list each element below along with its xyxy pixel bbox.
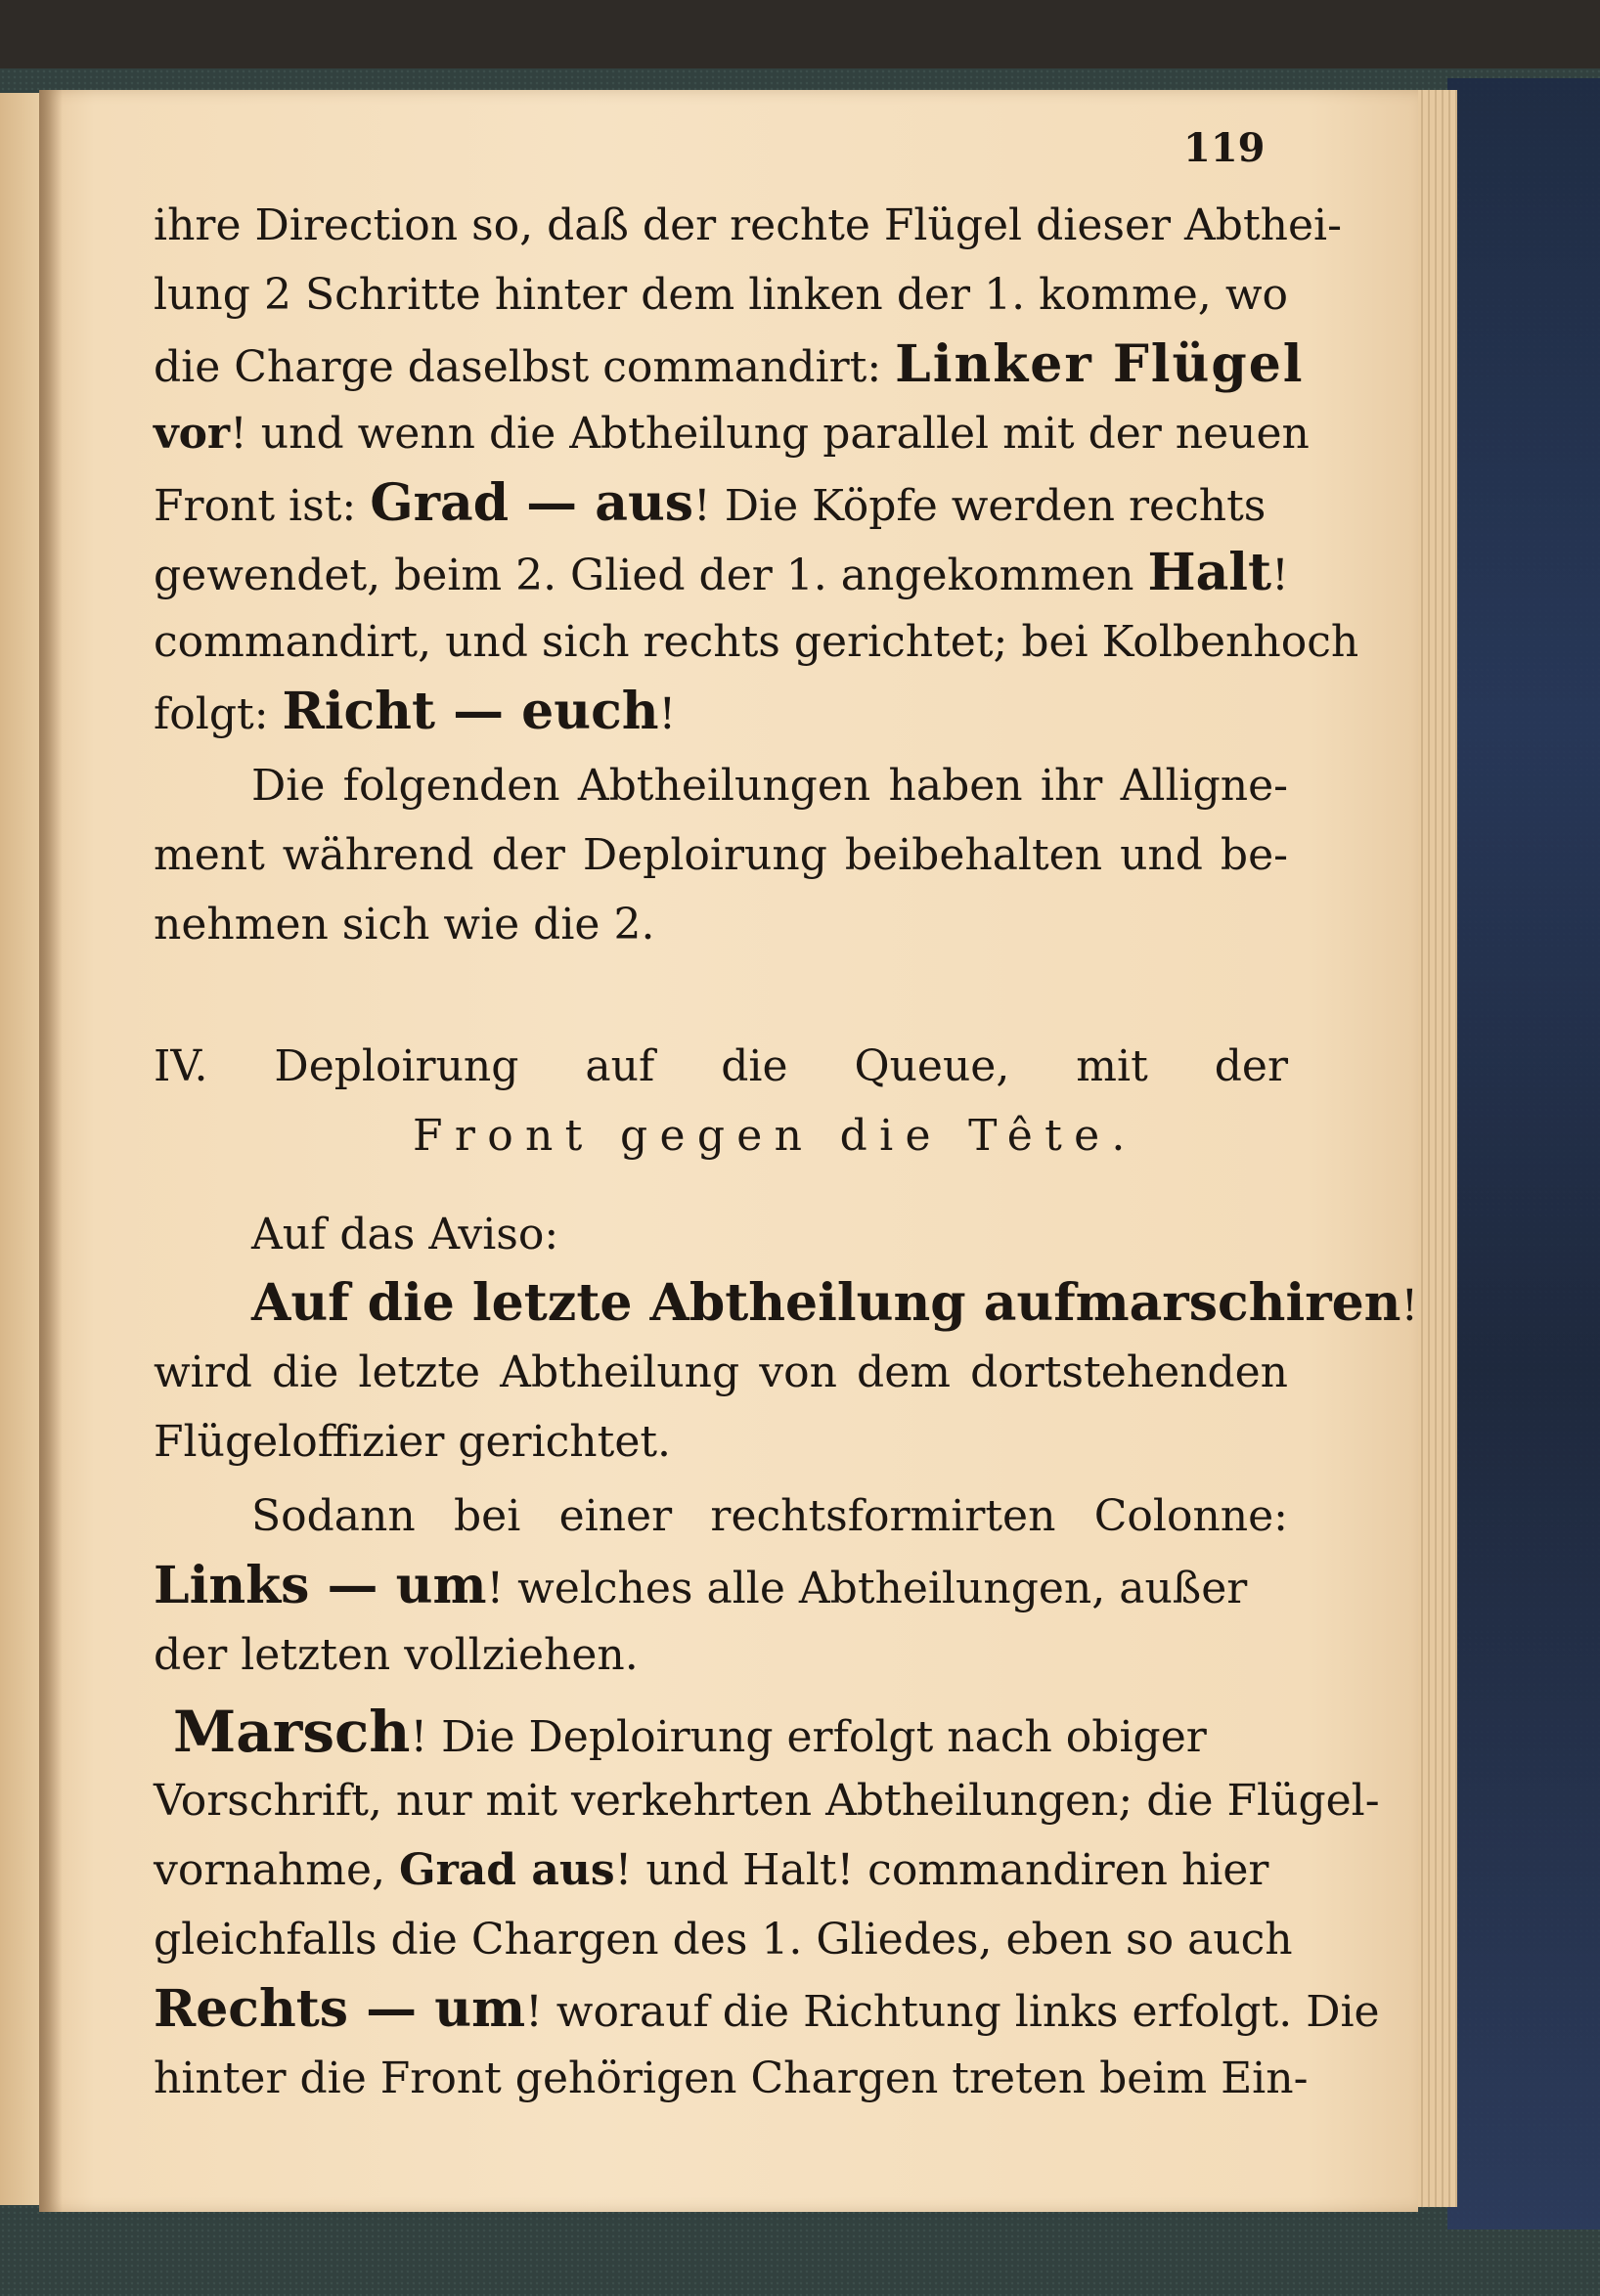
text-line-5-pre: Front ist: (154, 481, 371, 531)
text-line-5 (154, 473, 1288, 534)
text-line-aufmarschiren-post: ! (1400, 1281, 1419, 1331)
text-line-23-pre: vornahme, (154, 1845, 400, 1895)
text-line-8 (154, 682, 1288, 742)
text-line-21 (173, 1699, 1288, 1765)
text-line-6-post: ! (1271, 551, 1289, 600)
text-line-10: ment während der Deploirung beibehalten und be- (154, 830, 1288, 880)
page-gutter (39, 90, 63, 2212)
text-line-23-post: ! und Halt! commandiren hier (614, 1845, 1269, 1895)
text-line-17: Flügeloffizier gerichtet. (154, 1417, 672, 1467)
text-line-4 (154, 404, 1310, 464)
page-number: 119 (1183, 125, 1266, 171)
section-heading-line-2: Front gegen die Tête. (413, 1111, 1137, 1161)
command-aufmarschiren: Auf die letzte Abtheilung aufmarschiren (251, 1273, 1401, 1333)
text-line-25 (154, 1979, 1380, 2040)
text-line-16: wird die letzte Abtheilung von dem dortstehenden (154, 1347, 1288, 1397)
command-grad-aus: Grad — aus (370, 473, 694, 533)
command-links-um: Links — um (154, 1556, 487, 1615)
command-linker-fluegel: Linker Flügel (895, 334, 1305, 394)
text-line-11: nehmen sich wie die 2. (154, 900, 655, 949)
text-line-4-post: ! und wenn die Abtheilung parallel mit der neuen (230, 409, 1310, 459)
text-line-3-pre: die Charge daselbst commandirt: (154, 342, 896, 392)
text-line-8-post: ! (658, 689, 677, 739)
command-halt: Halt (1147, 543, 1272, 602)
text-line-19 (154, 1556, 1288, 1616)
text-line-20: der letzten vollziehen. (154, 1630, 639, 1680)
text-line-21-post: ! Die Deploirung erfolgt nach obiger (410, 1712, 1207, 1762)
text-line-19-post: ! welches alle Abtheilungen, außer (486, 1564, 1248, 1613)
marbled-edge (1447, 78, 1600, 2230)
text-line-25-post: ! worauf die Richtung links erfolgt. Die (525, 1987, 1380, 2037)
command-richt-euch: Richt — euch (282, 682, 659, 741)
text-line-8-pre: folgt: (154, 689, 283, 739)
text-line-3 (154, 334, 1305, 395)
text-line-22: Vorschrift, nur mit verkehrten Abtheilungen; die Flügel- (154, 1776, 1380, 1826)
text-line-aufmarschiren (251, 1273, 1419, 1334)
text-line-7: commandirt, und sich rechts gerichtet; bei Kolbenhoch (154, 617, 1359, 667)
text-line-18: Sodann bei einer rechtsformirten Colonne: (251, 1491, 1288, 1541)
text-line-1: ihre Direction so, daß der rechte Flügel dieser Abthei- (154, 200, 1342, 250)
section-heading: IV. Deploirung auf die Queue, mit der (154, 1041, 1288, 1091)
text-line-2: lung 2 Schritte hinter dem linken der 1. komme, wo (154, 270, 1288, 320)
text-line-9: Die folgenden Abtheilungen haben ihr Alligne- (251, 761, 1288, 811)
text-line-23 (154, 1840, 1288, 1901)
command-vor: vor (154, 409, 231, 459)
text-line-26: hinter die Front gehörigen Chargen treten beim Ein- (154, 2053, 1309, 2103)
text-line-aviso: Auf das Aviso: (251, 1210, 559, 1259)
text-line-5-post: ! Die Köpfe werden rechts (693, 481, 1267, 531)
text-line-24: gleichfalls die Chargen des 1. Gliedes, eben so auch (154, 1915, 1293, 1965)
command-marsch: Marsch (173, 1699, 411, 1765)
text-line-6-pre: gewendet, beim 2. Glied der 1. angekommen (154, 551, 1148, 600)
command-rechts-um: Rechts — um (154, 1979, 526, 2039)
command-grad-aus-2: Grad aus (399, 1845, 615, 1895)
text-line-6 (154, 543, 1288, 603)
